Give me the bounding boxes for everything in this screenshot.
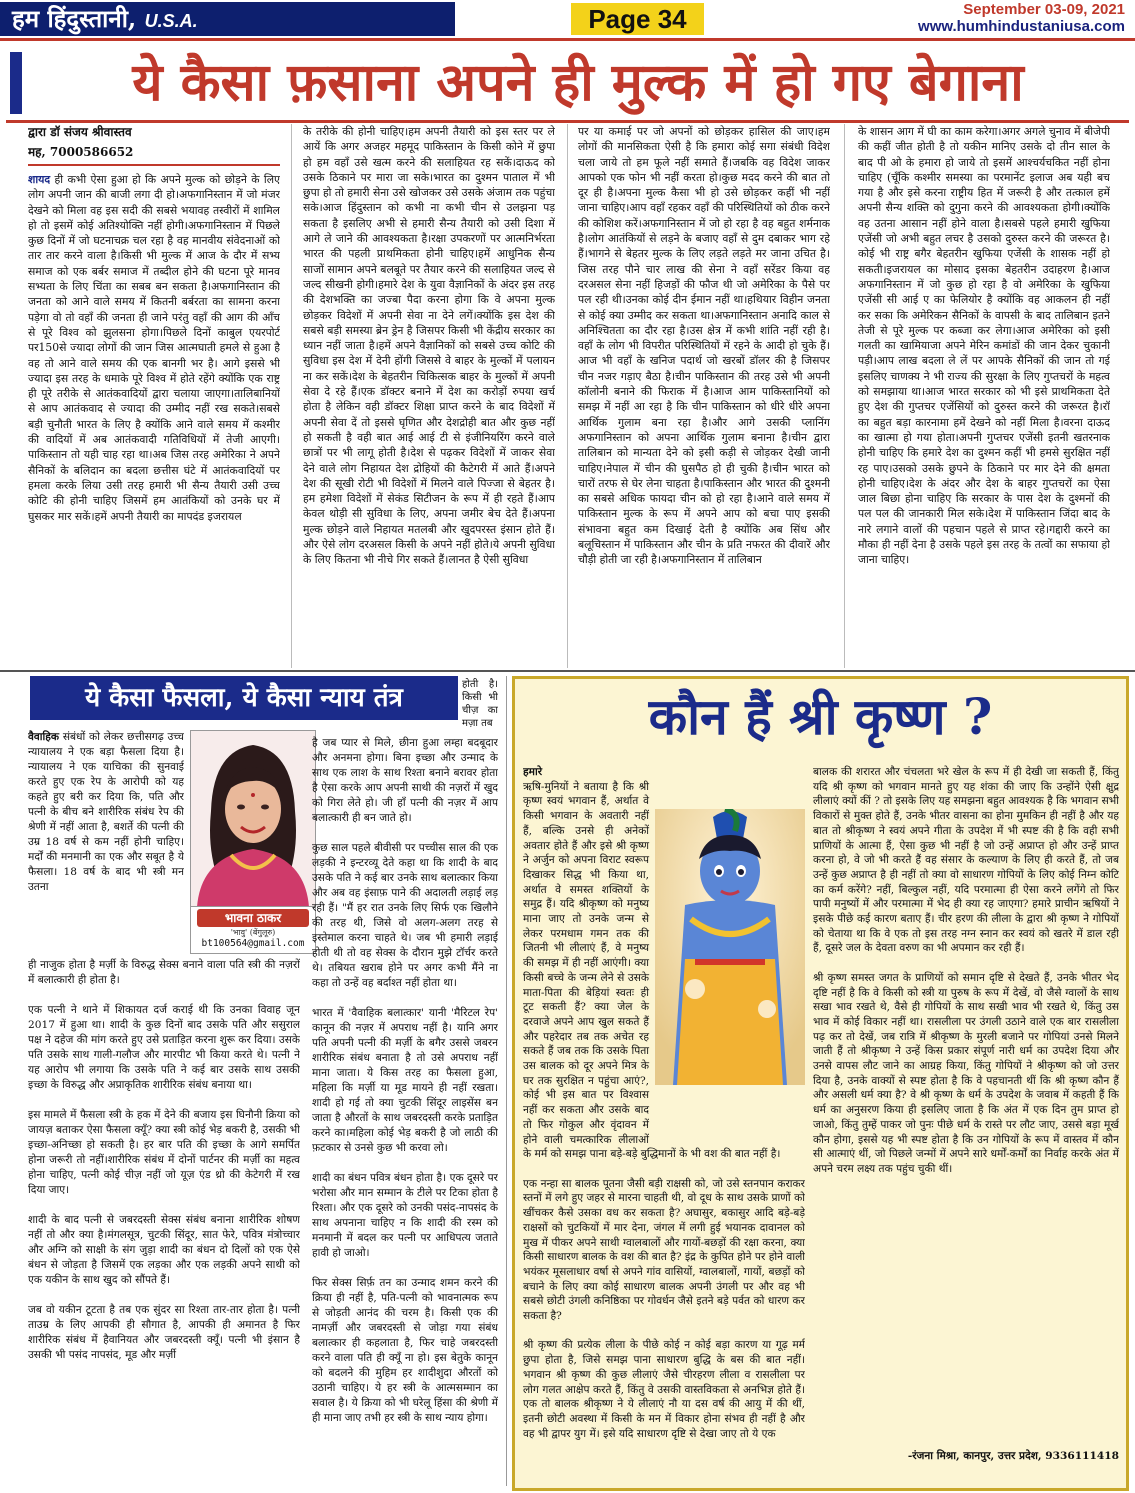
article1-column-1 (28, 124, 280, 668)
article2-column-2: है जब प्यार से मिले, छीना हुआ लम्हा बदबूदार और अनमना होगा। बिना इच्छा और उन्माद के साथ एक लाश के साथ रिश्ता बनाने बरावर होता है ऐसा करके आप अपनी साथी की नज़रों में खुद को गिरा लेते हो। जी हाँ पत्नी की नज़र में आप बलात्कारी ही बन जाते हो। कुछ साल पहले बीवीसी पर पच्चीस साल की एक लड़की ने इन्टरव्यू देते कहा था कि शादी के बाद उसके पति ने कई बार उनके साथ बलात्कार किया और अब वह इंसाफ़ पाने की अदालती लड़ाई लड़ रही हैं। "मैं हर रात उनके लिए सिर्फ एक खिलौने की तरह थी, जिसे वो अलग-अलग तरह से इस्तेमाल करना चाहते थे। जब भी हमारी लड़ाई होती थी तो वह सेक्स के दौरान मुझे टॉर्चर करते थे। तबियत खराब होने पर अगर कभी मैंने ना कहा तो उन्हें वह बर्दाश्त नहीं होता था। भारत में 'वैवाहिक बलात्कार' यानी 'मैरिटल रेप' कानून की नज़र में अपराध नहीं है। यानि अगर पति अपनी पत्नी की मर्ज़ी के बगैर उससे जबरन शारीरिक संबंध बनाता है तो उसे अपराध नहीं माना जाता। ये किस तरह का फैसला हुआ, महिला कि मर्ज़ी या मूड मायने ही नहीं रखता। शादी हो गई तो क्या चुटकी सिंदूर लाइसेंस बन जाता है औरतों के साथ जबरदस्ती करके प्रताड़ित करने का।महिला कोई भेड़ बकरी है जो लाठी की फ़टकार से उनसे कुछ भी करवा लो। शादी का बंधन पवित्र बंधन होता है। एक दूसरे पर भरोसा और मान सम्मान के टीले पर टिका होता है रिश्ता। और एक दूसरे को उनकी पसंद-नापसंद के साथ अपनाना चाहिए न कि शादी की रस्म को मनमानी में बदल कर पत्नी पर आधिपत्य जताते हावी हो जाओ। फिर सेक्स सिर्फ़ तन का उन्माद शमन करने की क्रिया ही नहीं है, पति-पत्नी को भावनात्मक रूप से जोड़ती आनंद की चरम है। किसी एक की नामर्ज़ी और जबरदस्ती से जोड़ा गया संबंध बलात्कार ही कहलाता है, फिर चाहे जबरदस्ती करने वाला पति ही क्यूँ ना हो। इस बेतुके कानून को बदलने की मुहिम हर शादीशुदा औरतों को उठानी चाहिए। ये हर स्त्री के आत्मसम्मान का सवाल है। ये क्रिया को भी घरेलू हिंसा की श्रेणी में ही माना जाए तभी हर स्त्री के साथ न्याय होगा। (312, 737, 498, 1424)
article2-headline: ये कैसा फैसला, ये कैसा न्याय तंत्र (30, 676, 458, 720)
column-divider (567, 124, 568, 668)
website-link[interactable]: www.humhindustaniusa.com (918, 18, 1125, 35)
byline-divider (28, 164, 280, 166)
article3-col1-text: ऋषि-मुनियों ने बताया है कि श्री कृष्ण स्वयं भगवान हैं, अर्थात वे किसी भगवान के अवतारी नहीं हैं, बल्कि उनसे ही अनेकों अवतार होते हैं और इसे श्री कृष्ण ने अर्जुन को अपना विराट स्वरूप दिखाकर सिद्ध भी किया था, अर्थात वे समस्त शक्तियों के समुद्र हैं। यदि श्रीकृष्ण को मनुष्य माना जाए तो उनके जन्म से लेकर परमधाम गमन तक की जितनी भी लीलाएं हैं, वे मनुष्य की समझ में ही नहीं आएंगी। क्या किसी बच्चे के जन्म लेने से उसके माता-पिता की बेड़ियां स्वतः ही टूट सकती हैं? क्या जेल के दरवाजे अपने आप खुल सकते हैं और पहरेदार तब तक अचेत रह सकते हैं जब तक कि उसके पिता उस बालक को दूर अपने मित्र के घर तक सुरक्षित न पहुंचा आएं?, कोई भी इस बात पर विश्वास नहीं कर सकता और उसके बाद तो फिर गोकुल और वृंदावन में होने वाली चमत्कारिक लीलाओं के मर्म को समझ पाना बड़े-बड़े बुद्धिमानों के भी वश की बात नहीं है। एक नन्हा सा बालक पूतना जैसी बड़ी राक्षसी को, जो उसे स्तनपान कराकर स्तनों में लगे हुए जहर से मारना चाहती थी, वो दूध के साथ उसके प्राणों को खींचकर कैसे उसका वध कर सकता है? अघासुर, बकासुर आदि बड़े-बड़े राक्षसों को चुटकियों में मार देना, जंगल में लगी हुई भयानक दावानल को मुख में पीकर अपने साथी ग्वालबालों और गायों-बछड़ों की रक्षा करना, क्या किसी साधारण बालक के वश की बात है? इंद्र के कुपित होने पर होने वाली भयंकर मूसलाधार वर्षा से अपने गांव वासियों, ग्वालबालों, गायों, बछड़ों को बचाने के लिए क्या कोई साधारण बालक अपनी उंगली पर और वह भी सबसे छोटी उंगली कनिष्ठिका पर गोवर्धन जैसे इतने बड़े पर्वत को धारण कर सकता है? श्री कृष्ण की प्रत्येक लीला के पीछे कोई न कोई बड़ा कारण या गूढ़ मर्म छुपा होता है, जिसे समझ पाना साधारण बुद्धि के बस की बात नहीं। भगवान श्री कृष्ण की कुछ लीलाएं जैसे चीरहरण लीला व रासलीला पर लोग गलत आक्षेप करते हैं, किंतु वे उसकी वास्तविकता से अनभिज्ञ होते हैं। एक तो बालक श्रीकृष्ण ने ये लीलाएं नौ या दस वर्ष की आयु में की थीं, इतनी छोटी अवस्था में किसी के मन में विकार होना संभव ही नहीं है और वह भी द्वापर युग में। इसे यदि साधारण दृष्टि से देखा जाए तो ये एक (523, 780, 805, 1440)
article1-column-2: के तरीके की होनी चाहिए।हम अपनी तैयारी को इस स्तर पर ले आयें कि अगर अजहर महमूद पाकिस्तान के किसी कोने में छुपा हो हम वहाँ उसे खत्म करने की सलाहियत रह सकें।दाऊद को उसके ठिकाने पर मारा जा सके।भारत का दुश्मन पाताल में भी छुपा हो तो हमारी सेना उसे खोजकर उसे उसके अंजाम तक पहुंचा सके।आज हिंदुस्तान को कभी ना कभी चीन से उलझना पड़ सकता है इसलिए अभी से हमारी सैन्य तैयारी को उसी दिशा में आगे ले जाने की आवश्यकता है।रक्षा उपकरणों पर आत्मनिर्भरता भारत की पहली प्राथमिकता होनी चाहिए।हमें आधुनिक सैन्य साजों सामान अपने बलबूते पर तैयार करने की सलाहियत जल्द से जल्द सीखनी होगी।हमारे देश के युवा वैज्ञानिकों के अंदर इस तरह की देशभक्ति का जज्बा पैदा करना होगा कि वे अपना मुल्क छोड़कर विदेशों में अपनी सेवा ना देने लगें।क्योंकि इस देश की सबसे बड़ी समस्या ब्रेन ड्रेन है जिसपर किसी भी केंद्रीय सरकार का ध्यान नहीं जाता है।हमें अपने वैज्ञानिकों को सबसे उच्च कोटि की सुविधा इस देश में देनी होंगी जिससे वे बाहर के मुल्कों में पलायन ना कर सकें।देश के बेहतरीन चिकित्सक बाहर के मुल्कों में अपनी सेवा दे रहे हैं।एक डॉक्टर बनाने में देश का करोड़ों रुपया खर्च होता है लेकिन वही डॉक्टर शिक्षा प्राप्त करने के बाद विदेशों में अपनी सेवा दें तो इससे घृणित और देशद्रोही बात और कुछ नहीं हो सकती है वही बात आई आई टी से इंजीनियरिंग करने वाले छात्रों पर भी लागू होती है।देश से पढ़कर विदेशों में जाकर सेवा देने वाले लोग निहायत देश द्रोहियों की कैटेगरी में आते हैं।अपने देश की सूखी रोटी भी विदेशों में मिलने वाले पिज्जा से बेहतर है।हम हमेशा विदेशों में सेकंड सिटीजन के रूप में ही रहते हैं।आप केवल थोड़ी सी सुविधा के लिए, अपना जमीर बेच देते हैं।अपना मुल्क छोड़ने वाले निहायत मतलबी और खुदपरस्त इंसान होते हैं।और ऐसे लोग दरअसल किसी के अपने नहीं होते।ये अपनी सुविधा के लिए कितना भी नीचे गिर सकते हैं।लानत है ऐसी सुविधा (303, 125, 555, 567)
article1-byline: द्वारा डॉ संजय श्रीवास्तव (28, 125, 132, 139)
author-place: 'भावु' (बेंगुलूरु) (230, 928, 276, 937)
article1-body (28, 124, 1110, 668)
article3-lead-word-inline: हमारे (523, 766, 543, 778)
illustration-float-spacer (655, 809, 805, 1135)
author-portrait-image (191, 731, 315, 907)
newspaper-name: हम हिंदुस्तानी, (12, 4, 137, 33)
author-photo (190, 730, 316, 908)
author-caption (190, 906, 316, 954)
article2 (28, 676, 498, 1486)
article1-col1-text: ही कभी ऐसा हुआ हो कि अपने मुल्क को छोड़ने के लिए लोग अपनी जान की बाजी लगा दी हो।अफगानिस्तान में जो मंजर देखने को मिला वह इस सदी की सबसे भयावह तस्वीरों में शामिल हो तो इसमें कोई अतिश्योक्ति नहीं होगी।अफगानिस्तान में पिछले कुछ दिनों में जो घटनाचक्र चल रहा है वह मानवीय संवेदनाओं को तार तार करने वाला है।किसी भी मुल्क में आज के दौर में सभ्य समाज को एक बर्बर समाज में तब्दील होने की घटना पूरे मानव सभ्यता के लिए चिंता का सबब बन सकता है।अफगानिस्तान की जनता को आने वाले समय में कितनी बर्बरता का सामना करना पड़ेगा वो तो वहाँ की जनता ही जाने परंतु वहाँ की आग की आँच से पूरे विश्व को झुलसना होगा।पिछले दिनों काबुल एयरपोर्ट पर150से ज्यादा लोगों की जान जिस आत्मघाती हमले से हुआ है वह तो आने वाले समय की एक बानगी भर है। आगे इससे भी ज्यादा इस तरह के धमाके पूरे विश्व में होते रहेंगे क्योंकि एक राष्ट्र ही पूरे तरीके से आतंकवादियों द्वारा चलाया जाएगा।तालिबानियों से आप आतंकवाद से ज्यादा की उम्मीद नहीं रख सकते।सबसे बड़ी चुनौती भारत के लिए है क्योंकि आने वाले समय में कश्मीर की वादियों में अब आतंकवादी गतिविधियों में तेजी आएगी।पाकिस्तान तो यही चाह रहा था।अब जिस तरह अमेरिका ने अपने सैनिकों के बलिदान का बदला छत्तीस घंटे में आतंकवादियों पर हमला करके लिया उसी तरह हमारी भी सैन्य तैयारी उसी उच्च कोटि की होनी चाहिए जिसमें हम आतंकियों को उनके घर में घुसकर मार सकें।हमें अपनी तैयारी का मापदंड इजरायल (28, 173, 280, 523)
article1-column-4: के शासन आग में घी का काम करेगा।अगर अगले चुनाव में बीजेपी की कहीं जीत होती है तो यकीन मानिए उसके दो तीन साल के बाद पी ओ के हमारा हो जाये तो इसमें आश्चर्यचकित नहीं होना चाहिए (चूँकि कश्मीर समस्या का परमानेंट इलाज अब यही बच गया है और इसे करना राष्ट्रीय हित में जरूरी है और तत्काल हमें अपनी सैन्य शक्ति को दुगुना करने की आवश्यकता होगी।क्योंकि वह उतना आसान नहीं होने वाला है।सबसे पहले हमारी खुफिया एजेंसी जो अभी बहुत लचर है उसको दुरुस्त करने की जरूरत है।कोई भी राष्ट्र बगैर बेहतरीन खुफिया एजेंसी के शासक नहीं हो सकती।इजरायल का मोसाद इसका बेहतरीन उदाहरण है।आज अफगानिस्तान में जो कुछ हो रहा है वो अमेरिका के खुफिया एजेंसी सी आई ए का फेलियोर है क्योंकि वह आकलन ही नहीं कर सका कि अमेरिकन सैनिकों के वापसी के बाद तालिबान इतने तेजी से पूरे मुल्क पर कब्जा कर लेगा।आज अमेरिका को इसी गलती का खामियाजा अपने मेरिन कमांडों की जान देकर चुकानी पड़ी।आप लाख बदला ले लें पर आपके सैनिकों की जान तो गई इसलिए चाणक्य ने भी राज्य की सुरक्षा के लिए गुप्तचरों के महत्व को समझाया था।आज भारत सरकार को भी इसे प्राथमिकता देते हुए देश की गुप्तचर एजेंसियों को दुरुस्त करने की जरूरत है।रॉ का बहुत बड़ा कारनामा हमें देखने को नहीं मिला है।वरना दाऊद का खात्मा हो गया होता।अपनी गुप्तचर एजेंसी इतनी खतरनाक होनी चाहिए कि हमारे देश का दुश्मन कहीं भी हमसे सुरक्षित नहीं रह पाए।उसको उसके छुपने के ठिकाने पर मार देने की क्षमता होनी चाहिए।देश के अंदर और देश के बाहर गुप्तचरों का ऐसा जाल बिछा होना चाहिए कि सरकार के पास देश के दुश्मनों की पल पल की जानकारी मिल सके।देश में पाकिस्तान जिंदा बाद के नारे लगाने वालों की पहचान पहले से प्राप्त रहे।गद्दारी करने का मौका ही नहीं देना है उसके पहले इस तरह के तत्वों का सफाया हो जाना चाहिए। (858, 125, 1110, 567)
article2-col1-top-text: संबंधों को लेकर छत्तीसगढ़ उच्च न्यायालय ने एक बड़ा फैसला दिया है।न्यायालय ने एक याचिका की सुनवाई करते हुए एक रेप के आरोपी को यह कहते हुए बरी कर दिया कि, पति और पत्नी के बीच बने शारीरिक संबंध रेप की श्रेणी में नहीं आता है, बशर्ते की पत्नी की उम्र 18 वर्ष से कम नहीं होनी चाहिए। मर्दों की मनमानी का एक और सबूत है ये फैसला। 18 वर्ष के बाद भी स्त्री मन उतना (28, 731, 184, 893)
column-divider (844, 124, 845, 668)
masthead-rule (0, 38, 1135, 41)
column-divider (291, 124, 292, 668)
page-number-badge: Page 34 (571, 3, 704, 35)
article3-signature: -रंजना मिश्रा, कानपुर, उत्तर प्रदेश, 9336111418 (907, 1450, 1119, 1462)
article1-column-3: पर या कमाई पर जो अपनों को छोड़कर हासिल की जाए।हम लोगों की मानसिकता ऐसी है कि हमारा कोई सगा संबंधी विदेश चला जाये तो हम फूले नहीं समाते हैं।जबकि वह विदेश जाकर आपको एक फोन भी नहीं करता हो।कुछ मदद करने की बात तो दूर ही है।अपना मुल्क कैसा भी हो उसे छोड़कर कहीं भी नहीं जाना चाहिए।आप वहाँ रहकर वहाँ की परिस्थितियों को ठीक करने की कोशिश करें।अफगानिस्तान में जो हो रहा है वह बहुत शर्मनाक है।लोग आतंकियों से लड़ने के बजाए वहाँ से दुम दबाकर भाग रहे हैं।भागने से बेहतर मुल्क के लिए लड़ते लड़ते मर जाना उचित है।जिस तरह पौने चार लाख की सेना ने वहाँ सरेंडर किया वह दरअसल सेना नहीं हिजड़ों की फौज थी जो अमेरिका के पैसे पर पल रही थी।उनका कोई दीन ईमान नहीं था।हथियार विहीन जनता से कोई क्या उम्मीद कर सकता था।अफगानिस्तान अनादि काल से अनिश्चितता का दौर रहा है।उस क्षेत्र में कभी शांति नहीं रही है।वहाँ के लोग भी विपरीत परिस्थितियों में रहने के आदी हो चुके हैं।आज भी वहाँ के खनिज पदार्थ जो खरबों डॉलर की है जिसपर चीन नजर गड़ाए बैठा है।चीन पाकिस्तान की तरह उसे भी अपनी कॉलोनी बनाने की फिराक में है।आज आम पाकिस्तानियों को समझ में नहीं आ रहा है कि चीन पाकिस्तान को धीरे धीरे अपना आर्थिक गुलाम बना रहा है।और आगे उसकी प्लानिंग अफगानिस्तान को अपना आर्थिक गुलाम बनाना है।चीन द्वारा तालिबान को मान्यता देने को इसी कड़ी से जोड़कर देखी जानी चाहिए।नेपाल में चीन की घुसपैठ हो ही चुकी है।चीन भारत को चारों तरफ से घेर लेना चाहता है।पाकिस्तान और भारत की दुश्मनी का सबसे अधिक फायदा चीन को हो रहा है।आने वाले समय में पाकिस्तान मुल्क के रूप में अपने आप को बचा पाए इसकी संभावना बहुत कम दिखाई देती है क्योंकि अब सिंध और बलूचिस्तान में पाकिस्तान और चीन के प्रति नफरत की दीवारें और चौड़ी होती जा रही है।अफगानिस्तान में तालिबान (578, 125, 830, 567)
article3-headline: कौन हैं श्री कृष्ण ? (648, 687, 993, 746)
section-divider (0, 670, 1135, 672)
article2-col2-top: होती है। किसी भी चीज़ का मज़ा तब (462, 679, 498, 729)
article3-column-1 (523, 765, 805, 1479)
article1-lead-word: शायद (28, 173, 51, 186)
vertical-divider (506, 676, 507, 1486)
headline-accent-bar (10, 52, 22, 114)
author-name: भावना ठाकर (197, 909, 309, 927)
article1-headline-box (6, 46, 1129, 123)
article2-column-1: ही नाजुक होता है मर्ज़ी के विरुद्ध सेक्स बनाने वाला पति स्त्री की नज़रों में बलात्कारी ही होता है। एक पत्नी ने थाने में शिकायत दर्ज कराई थी कि उनका विवाह जून 2017 में हुआ था। शादी के कुछ दिनों बाद उसके पति और ससुराल पक्ष ने दहेज की मांग करते हुए उसे प्रताड़ित करना शुरू कर दिया। उसके पति उसके साथ गाली-गलौज और मारपीट भी किया करते थे। पत्नी ने यह आरोप भी लगाया कि उसके पति ने कई बार उसके साथ उसकी इच्छा के विरुद्ध और अप्राकृतिक शारीरिक संबंध बनाया था। इस मामले में फैसला स्त्री के हक में देने की बजाय इस घिनौनी क्रिया को जायज़ बताकर ऐसा फैसला क्यूँ? क्या स्त्री कोई भेड़ बकरी है, उसकी भी इच्छा-अनिच्छा हो सकती है। हर बार पति की इच्छा के आगे समर्पित होना जरूरी तो नहीं।शारीरिक संबंध में दोनों पार्टनर की मर्ज़ी का महत्व होना चाहिए, पत्नी कोई चीज़ नहीं जो यूज़ एंड थ्रो की केटेगरी में रख दिया जाए। शादी के बाद पत्नी से जबरदस्ती सेक्स संबंध बनाना शारीरिक शोषण नहीं तो और क्या है।मंगलसूत्र, चुटकी सिंदूर, सात फेरे, पवित्र मंत्रोच्चार और अग्नि को साक्षी के संग जुड़ा शादी का बंधन दो दिलों को एक ऐसे बंधन से जोड़ता है जिसमें एक लड़का और एक लड़की अपने साथी को एक यकीन के साथ खुद को सौंपते हैं। जब वो यकीन टूटता है तब एक सुंदर सा रिश्ता तार-तार होता है। पत्नी ताउम्र के लिए आपकी ही सौगात है, आपकी ही अमानत है फिर शारीरिक संबंध में हैवानियत और जबरदस्ती क्यूँ। पत्नी भी इंसान है उसकी भी पसंद नापसंद, मूड और मर्ज़ी (28, 959, 300, 1361)
author-email[interactable]: bt100564@gmail.com (201, 938, 305, 949)
article2-lead-word: वैवाहिक (28, 731, 60, 743)
masthead-info (918, 1, 1125, 35)
article1-location: मह, 7000586652 (28, 145, 134, 159)
article3 (512, 676, 1129, 1491)
article3-column-2: बालक की शरारत और चंचलता भरे खेल के रूप में ही देखी जा सकती हैं, किंतु यदि श्री कृष्ण को भगवान मानते हुए यह शंका की जाए कि उन्होंने ऐसी क्षुद्र लीलाएं क्यों कीं ? तो इसके लिए यह समझना बहुत आवश्यक है कि भगवान सभी विकारों से मुक्त होते हैं, उनके भीतर वासना का होना मुमकिन ही नहीं है और यह बात तो श्रीकृष्ण ने स्वयं अपने गीता के उपदेश में भी स्पष्ट की है कि वही सभी प्राणियों के आत्मा हैं, ऐसा कुछ भी नहीं है जो उन्हें अप्राप्त हो और उन्हें प्राप्त करना हो, वे जो भी करते हैं वह संसार के कल्याण के लिए ही करते हैं, तो जब उन्हें कुछ अप्राप्त है ही नहीं तो क्या वो साधारण गोपियों के लिए कोई निम्न कोटि का कर्म करेंगे? नहीं, बिल्कुल नहीं, यदि परमात्मा ही ऐसा करने लगेंगे तो फिर पापी मनुष्यों में और परमात्मा में भेद ही क्या रह जाएगा? हमारे प्राचीन ऋषियों ने इसके पीछे कई कारण बताए हैं। चीर हरण की लीला के द्वारा श्री कृष्ण ने गोपियों को चेताया था कि वे एक तो इस तरह नग्न स्नान कर स्वयं को खतरे में डाल रही हैं, दूसरे जल के देवता वरुण का भी अपमान कर रही हैं। श्री कृष्ण समस्त जगत के प्राणियों को समान दृष्टि से देखते हैं, उनके भीतर भेद दृष्टि नहीं है कि वे किसी को स्त्री या पुरुष के रूप में देखें, वो जैसे ग्वालों के साथ सखा भाव रखते थे, वैसे ही गोपियों के साथ सखी भाव भी रखते थे, किंतु उस भाव में कोई विकार नहीं था। रासलीला पर उंगली उठाने वाले एक बार रासलीला पढ़ कर तो देखें, जब रात्रि में श्रीकृष्ण के मुरली बजाने पर गोपियां उनसे मिलने जाती हैं तो श्रीकृष्ण ने उन्हें किस प्रकार संपूर्ण नारी धर्म का उपदेश दिया और उनसे वापस लौट जाने का आग्रह किया, किंतु गोपियों ने श्रीकृष्ण को जो उत्तर दिया है, उनके वाक्यों से स्पष्ट होता है कि वे पहचानती थीं कि श्री कृष्ण कौन हैं और असली धर्म क्या है? वे श्री कृष्ण के धर्म के उपदेश के जवाब में कहती हैं कि धर्म का अनुसरण किया ही इसलिए जाता है कि अंत में एक दिन तुम प्राप्त हो जाओ, किंतु तुम्हें पाकर जो पुनः पीछे धर्म के रास्ते पर लौट जाए, उससे बड़ा मूर्ख कौन होगा, इससे यह भी स्पष्ट होता है कि उन गोपियों के रूप में वास्तव में कौन सी आत्माएं थीं, जो पिछले जन्मों में अपने सारे धर्मों-कर्मों का निर्वाह करके अंत में अपने चरम लक्ष्य तक पहुंच चुकी थीं। (813, 766, 1119, 1175)
masthead (0, 0, 1135, 40)
masthead-title (0, 2, 455, 36)
article1-headline: ये कैसा फ़साना अपने ही मुल्क में हो गए बेगाना (132, 52, 1024, 113)
issue-date: September 03-09, 2021 (963, 1, 1125, 18)
article2-column-1-top (28, 730, 184, 956)
newspaper-region: U.S.A. (144, 11, 198, 31)
